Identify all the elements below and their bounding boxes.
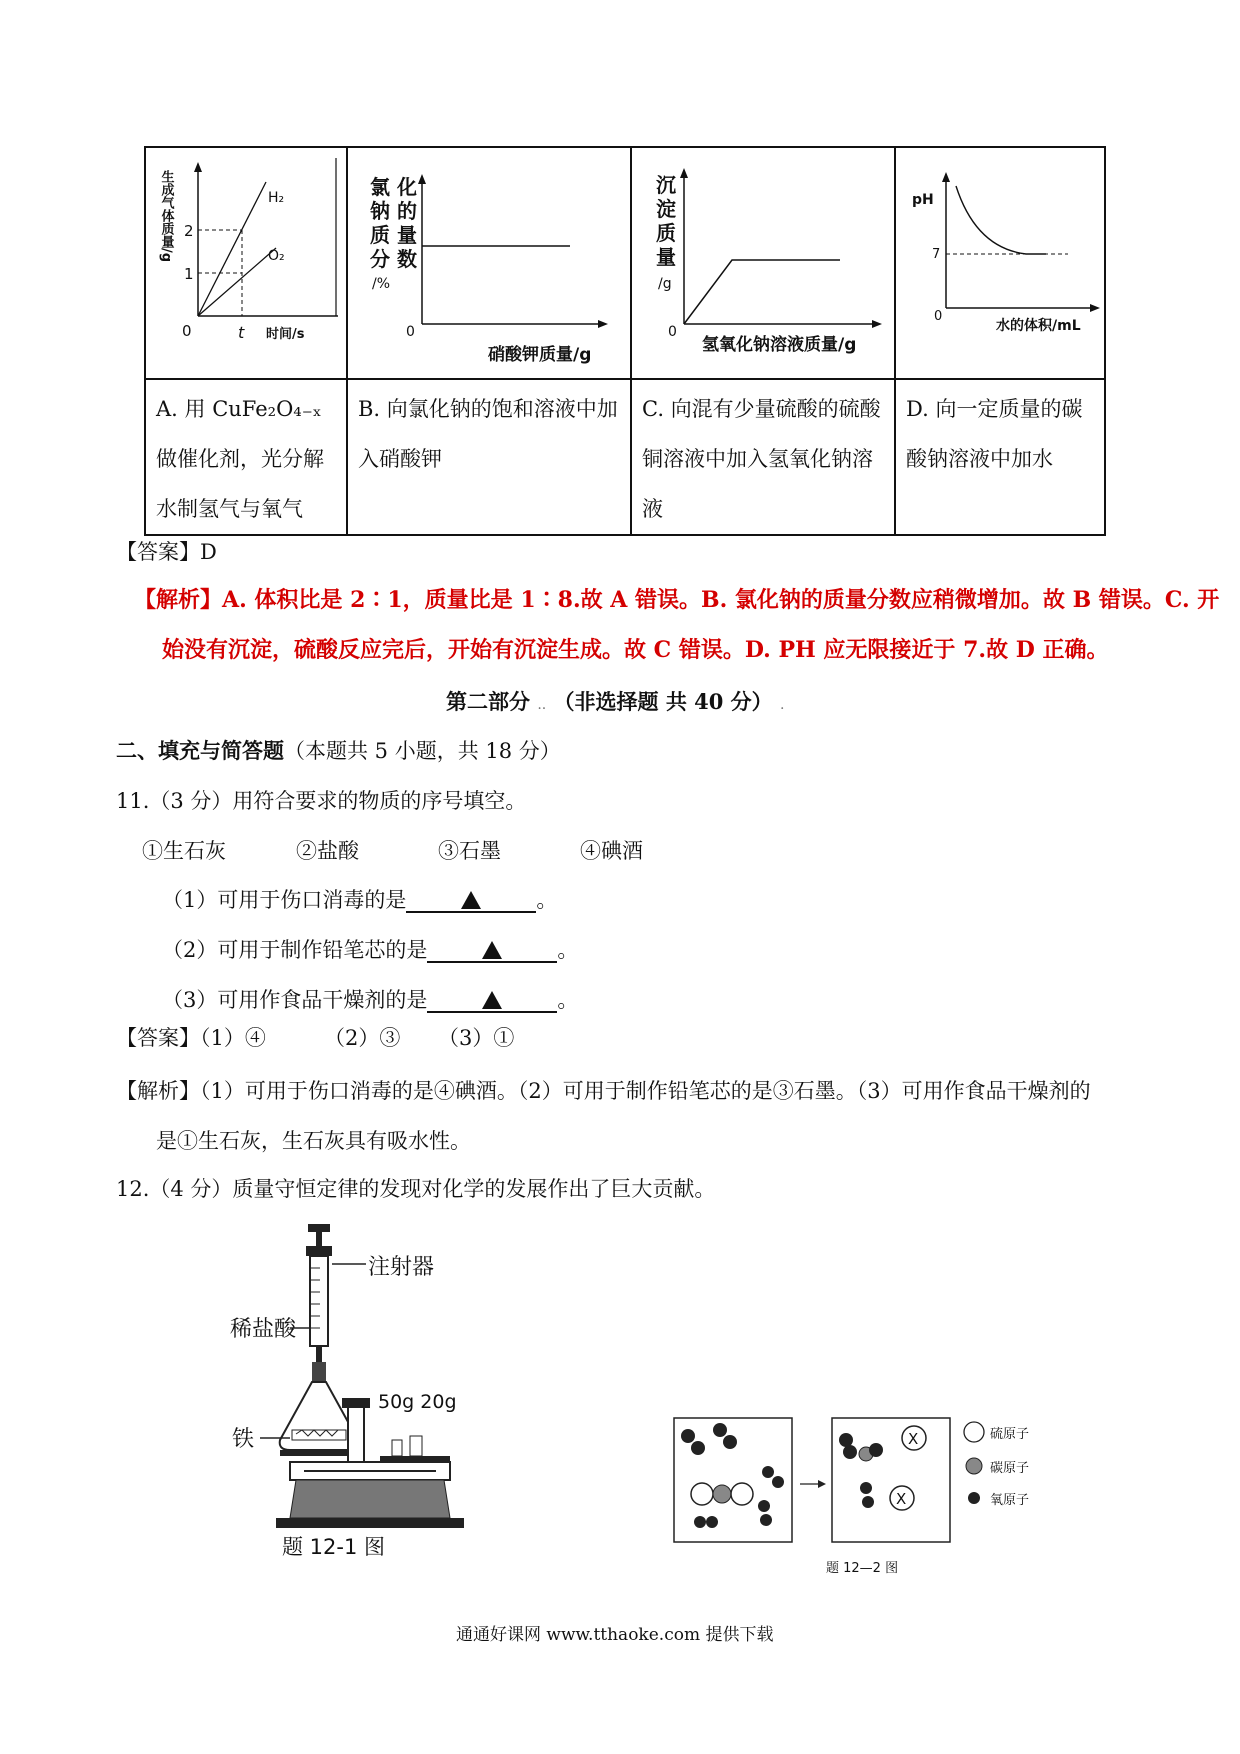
q10-analysis-line2: 始没有沉淀，硫酸反应完后，开始有沉淀生成。故 C 错误。D. PH 应无限接近于 7.故 D 正确。 — [162, 637, 1109, 663]
figure-12-2 — [670, 1410, 1090, 1580]
legend-carbon: 碳原子 — [990, 1461, 1030, 1476]
q11-answer-1: （1）④ — [200, 1026, 266, 1050]
graph-a-origin: 0 — [182, 322, 192, 340]
q10-analysis-text1: A. 体积比是 2∶1，质量比是 1∶8.故 A 错误。B. 氯化钠的质量分数应稍微增加。故 B 错误。C. 开 — [222, 587, 1220, 613]
graph-c-ylabel-2: 淀 — [656, 197, 676, 221]
q11-choice-3: ③石墨 — [438, 839, 501, 863]
q11-item-1 — [162, 886, 557, 914]
option-b — [347, 379, 631, 535]
triangle-icon — [461, 891, 481, 909]
graph-a-o2-label: O₂ — [268, 248, 285, 264]
q11-stem: 11.（3 分）用符合要求的物质的序号填空。 — [116, 789, 527, 813]
graph-b-yunit: /% — [372, 276, 391, 292]
graph-a-ytick-1: 1 — [184, 265, 194, 283]
label-acid: 稀盐酸 — [230, 1317, 297, 1342]
graph-b — [348, 148, 630, 374]
graph-c-ylabel-3: 质 — [656, 221, 676, 245]
option-d-text: 向一定质量的碳酸钠溶液中加水 — [906, 397, 1083, 471]
q11-item-3 — [162, 986, 578, 1014]
part2-title: 第二部分 — [446, 689, 530, 714]
atom-mark-2: X — [896, 1490, 907, 1508]
h2-line — [198, 182, 266, 316]
label-syringe: 注射器 — [368, 1255, 435, 1280]
q11-blank-1[interactable] — [406, 889, 536, 913]
q11-item-2-text: （2）可用于制作铅笔芯的是 — [162, 938, 428, 962]
part2-heading — [446, 688, 784, 719]
graph-a-xlabel: 时间/s — [266, 327, 305, 342]
q11-choice-1: ①生石灰 — [142, 839, 226, 863]
graph-d — [896, 148, 1104, 374]
legend-sulfur: 硫原子 — [990, 1427, 1030, 1442]
option-a-text: 用 CuFe₂O₄₋ₓ做催化剂，光分解水制氢气与氧气 — [156, 397, 324, 521]
o2-line — [198, 248, 276, 316]
section2-heading: 二、填充与简答题 — [116, 738, 284, 763]
q11-item-1-text: （1）可用于伤口消毒的是 — [162, 888, 407, 912]
graph-b-ylabel-3: 质 量 — [370, 223, 417, 247]
q11-answer — [116, 1024, 266, 1052]
legend-oxygen: 氧原子 — [990, 1493, 1030, 1508]
q11-item-3-end: 。 — [557, 988, 579, 1012]
graph-c-yunit: /g — [658, 276, 672, 292]
graph-b-ylabel-4: 分 数 — [370, 247, 417, 271]
graph-b-ylabel-1: 氯 化 — [370, 175, 417, 199]
fig1-caption: 题 12-1 图 — [282, 1535, 386, 1558]
q11-item-3-text: （3）可用作食品干燥剂的是 — [162, 988, 428, 1012]
graph-a-cell — [145, 147, 347, 379]
graph-d-cell — [895, 147, 1105, 379]
part2-dot: . — [780, 697, 785, 713]
footer: 通通好课网 www.tthaoke.com 提供下载 — [456, 1625, 774, 1645]
q10-analysis-line1 — [134, 586, 1219, 614]
q11-choice-4: ④碘酒 — [580, 839, 643, 863]
q11-item-2-end: 。 — [557, 938, 579, 962]
q11-item-2 — [162, 936, 578, 964]
option-a — [145, 379, 347, 535]
graph-c-origin: 0 — [668, 324, 677, 340]
figure-12-1 — [220, 1218, 520, 1558]
q10-answer: 【答案】D — [116, 540, 217, 564]
graph-d-origin: 0 — [934, 309, 943, 324]
q11-analysis-line1 — [116, 1077, 1091, 1105]
q11-answer-2: （2）③ — [324, 1026, 401, 1050]
graph-c-cell — [631, 147, 895, 379]
q12-stem: 12.（4 分）质量守恒定律的发现对化学的发展作出了巨大贡献。 — [116, 1177, 716, 1201]
triangle-icon — [482, 941, 502, 959]
atom-mark-1: X — [908, 1430, 919, 1448]
q11-answer-3: （3）① — [438, 1026, 515, 1050]
q10-analysis-label: 【解析】 — [134, 587, 223, 613]
option-a-prefix: A. — [156, 397, 178, 421]
fig2-caption: 题 12—2 图 — [826, 1561, 899, 1576]
q11-analysis-label: 【解析】 — [116, 1079, 200, 1103]
q11-choice-2: ②盐酸 — [296, 839, 359, 863]
graph-b-xlabel: 硝酸钾质量/g — [488, 345, 592, 365]
option-c-text: 向混有少量硫酸的硫酸铜溶液中加入氢氧化钠溶液 — [642, 397, 881, 521]
q11-blank-3[interactable] — [427, 989, 557, 1013]
section2-heading-line — [116, 737, 561, 765]
part2-dots: .. — [537, 697, 547, 713]
label-iron: 铁 — [232, 1427, 255, 1452]
graph-c-xlabel: 氢氧化钠溶液质量/g — [702, 335, 857, 355]
option-d — [895, 379, 1105, 535]
graph-a-ytick-2: 2 — [184, 222, 194, 240]
graph-a-ylabel: 生成气体质量/g — [158, 170, 174, 263]
question-table — [144, 146, 1106, 536]
graph-c-ylabel-1: 沉 — [656, 173, 676, 197]
graph-d-xlabel: 水的体积/mL — [996, 318, 1081, 334]
option-c — [631, 379, 895, 535]
option-c-prefix: C. — [642, 397, 664, 421]
q11-analysis-text1: （1）可用于伤口消毒的是④碘酒。（2）可用于制作铅笔芯的是③石墨。（3）可用作食品干燥剂的 — [200, 1079, 1091, 1103]
graph-b-origin: 0 — [406, 324, 415, 340]
graph-b-ylabel-2: 钠 的 — [370, 199, 417, 223]
option-d-prefix: D. — [906, 397, 929, 421]
triangle-icon — [482, 991, 502, 1009]
graph-c-line — [684, 260, 840, 324]
q11-answer-label: 【答案】 — [116, 1026, 200, 1050]
graph-b-cell — [347, 147, 631, 379]
graph-a-xtick: t — [238, 323, 245, 342]
q11-blank-2[interactable] — [427, 939, 557, 963]
graph-d-ylabel: pH — [912, 192, 934, 208]
q11-item-1-end: 。 — [536, 888, 558, 912]
graph-c-ylabel-4: 量 — [656, 245, 676, 269]
part2-subtitle: （非选择题 共 40 分） — [553, 689, 773, 714]
section2-note: （本题共 5 小题，共 18 分） — [284, 739, 561, 763]
graph-a-h2-label: H₂ — [268, 190, 285, 206]
graph-d-curve — [956, 186, 1046, 254]
graph-d-ytick: 7 — [932, 247, 941, 262]
graph-c — [632, 148, 894, 374]
option-b-prefix: B. — [358, 397, 381, 421]
q11-analysis-line2: 是①生石灰，生石灰具有吸水性。 — [156, 1129, 471, 1153]
graph-a — [146, 148, 346, 374]
label-weights: 50g 20g — [378, 1391, 457, 1413]
option-b-text: 向氯化钠的饱和溶液中加入硝酸钾 — [358, 397, 618, 471]
